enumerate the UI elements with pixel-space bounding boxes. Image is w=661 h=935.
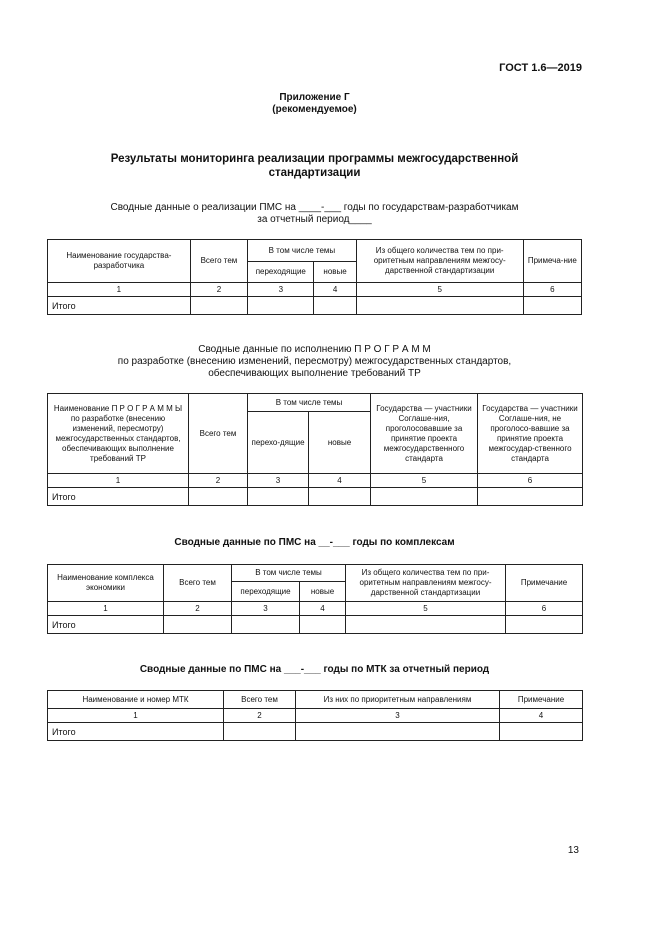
col-name: Наименование П Р О Г Р А М М Ы по разработке (внесению изменений, пересмотру) межгосударственных стандартов, обеспечивающих выполнение требований ТР bbox=[48, 394, 189, 474]
col-number: 6 bbox=[506, 602, 583, 616]
col-name: Наименование и номер МТК bbox=[48, 691, 224, 709]
col-new: новые bbox=[300, 582, 346, 602]
table-row bbox=[48, 709, 583, 723]
col-total: Всего тем bbox=[189, 394, 248, 474]
col-number: 1 bbox=[48, 709, 224, 723]
col-total: Всего тем bbox=[224, 691, 296, 709]
col-number: 6 bbox=[478, 474, 583, 488]
total-label: Итого bbox=[48, 488, 189, 506]
col-number: 4 bbox=[500, 709, 583, 723]
annex-title: Приложение Г bbox=[279, 92, 350, 103]
col-priority: Из них по приоритетным направлениям bbox=[296, 691, 500, 709]
col-new: новые bbox=[309, 412, 371, 474]
col-name: Наименование комплекса экономики bbox=[48, 565, 164, 602]
annex-type: (рекомендуемое) bbox=[272, 104, 357, 115]
col-note: Примечание bbox=[500, 691, 583, 709]
table-row bbox=[48, 602, 583, 616]
col-number: 3 bbox=[248, 474, 309, 488]
col-number: 1 bbox=[48, 283, 191, 297]
col-total: Всего тем bbox=[164, 565, 232, 602]
table-by-mtk bbox=[47, 690, 583, 741]
col-total: Всего тем bbox=[190, 240, 247, 283]
page-title-line-1: Результаты мониторинга реализации программы межгосударственной bbox=[110, 153, 519, 165]
standard-code: ГОСТ 1.6—2019 bbox=[499, 62, 582, 74]
col-ongoing: перехо-дящие bbox=[248, 412, 309, 474]
col-ongoing: переходящие bbox=[232, 582, 300, 602]
total-label: Итого bbox=[48, 616, 164, 634]
total-label: Итого bbox=[48, 723, 224, 741]
col-number: 2 bbox=[224, 709, 296, 723]
col-number: 2 bbox=[190, 283, 247, 297]
total-row bbox=[48, 723, 583, 741]
col-number: 3 bbox=[296, 709, 500, 723]
table1-caption bbox=[47, 202, 582, 226]
page-number: 13 bbox=[567, 845, 579, 856]
table-row bbox=[48, 283, 582, 297]
col-number: 3 bbox=[248, 283, 314, 297]
col-number: 2 bbox=[189, 474, 248, 488]
col-number: 2 bbox=[164, 602, 232, 616]
table1-caption-line-1: Сводные данные о реализации ПМС на ____-___ годы по государствам-разработчикам bbox=[110, 202, 519, 213]
table2-caption-line-3: обеспечивающих выполнение требований ТР bbox=[208, 368, 421, 379]
total-row bbox=[48, 297, 582, 315]
total-row bbox=[48, 488, 583, 506]
col-not-voted: Государства — участники Соглаше-ния, не проголосо-вавшие за принятие проекта межгосудар-ственного стандарта bbox=[478, 394, 583, 474]
col-number: 4 bbox=[309, 474, 371, 488]
col-number: 5 bbox=[356, 283, 523, 297]
total-label: Итого bbox=[48, 297, 191, 315]
col-number: 1 bbox=[48, 602, 164, 616]
table3-caption: Сводные данные по ПМС на __-___ годы по комплексам bbox=[174, 537, 455, 548]
col-note: Примеча-ние bbox=[523, 240, 581, 283]
col-number: 4 bbox=[300, 602, 346, 616]
col-note: Примечание bbox=[506, 565, 583, 602]
table-programs bbox=[47, 393, 583, 506]
col-including: В том числе темы bbox=[248, 394, 371, 412]
table2-caption-line-1: Сводные данные по исполнению П Р О Г Р А М М bbox=[198, 344, 431, 355]
table2-caption bbox=[47, 344, 582, 380]
col-number: 6 bbox=[523, 283, 581, 297]
col-including: В том числе темы bbox=[248, 240, 357, 262]
annex-heading bbox=[47, 92, 582, 116]
page-title-line-2: стандартизации bbox=[268, 167, 361, 179]
table1-caption-line-2: за отчетный период____ bbox=[257, 214, 372, 225]
col-number: 4 bbox=[314, 283, 356, 297]
total-row bbox=[48, 616, 583, 634]
col-ongoing: переходящие bbox=[248, 262, 314, 283]
col-number: 5 bbox=[346, 602, 506, 616]
table4-caption: Сводные данные по ПМС на ___-___ годы по МТК за отчетный период bbox=[139, 664, 490, 675]
col-priority: Из общего количества тем по при-оритетным направлениям межгосу-дарственной стандартизации bbox=[346, 565, 506, 602]
table-by-country bbox=[47, 239, 582, 315]
col-including: В том числе темы bbox=[232, 565, 346, 582]
table-row bbox=[48, 474, 583, 488]
col-number: 3 bbox=[232, 602, 300, 616]
table2-caption-line-2: по разработке (внесению изменений, пересмотру) межгосударственных стандартов, bbox=[117, 356, 512, 367]
col-voted: Государства — участники Соглаше-ния, проголосовавшие за принятие проекта межгосударственного стандарта bbox=[371, 394, 478, 474]
col-number: 5 bbox=[371, 474, 478, 488]
col-name: Наименование государства-разработчика bbox=[48, 240, 191, 283]
page-title bbox=[47, 152, 582, 180]
col-number: 1 bbox=[48, 474, 189, 488]
col-new: новые bbox=[314, 262, 356, 283]
col-priority: Из общего количества тем по при-оритетным направлениям межгосу-дарственной стандартизации bbox=[356, 240, 523, 283]
table-by-complex bbox=[47, 564, 583, 634]
